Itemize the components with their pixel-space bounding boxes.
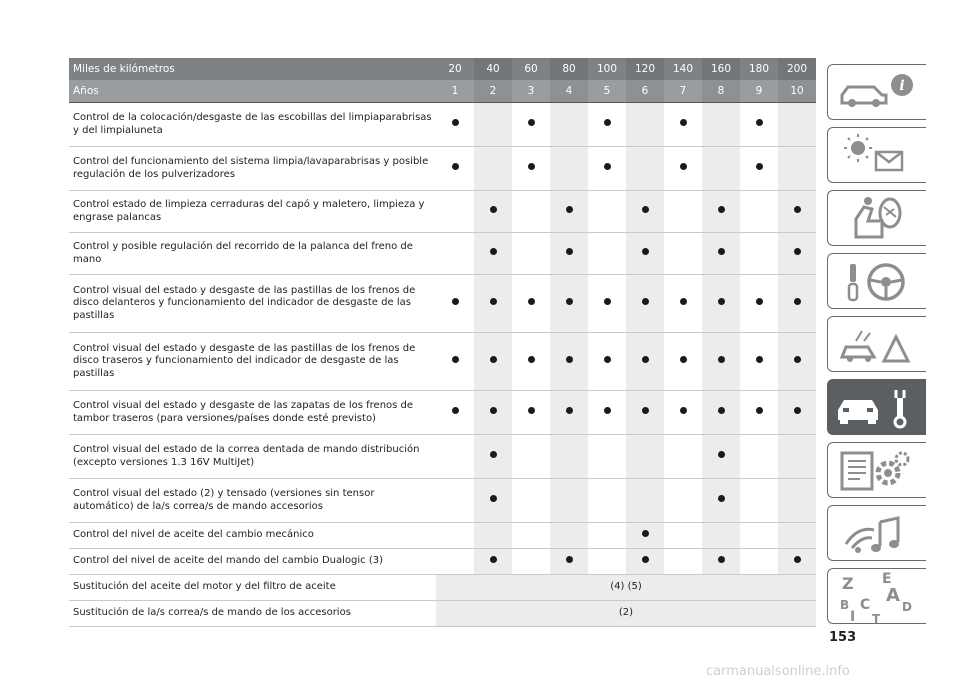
scheduled-dot-icon [718, 298, 725, 305]
schedule-cell [740, 549, 778, 575]
schedule-cell [588, 147, 626, 191]
scheduled-dot-icon [642, 556, 649, 563]
row-description: Control estado de limpieza cerraduras del capó y maletero, limpieza y engrase palancas [69, 191, 436, 233]
row-description: Control del nivel de aceite del mando del cambio Dualogic (3) [69, 549, 436, 575]
scheduled-dot-icon [794, 407, 801, 414]
svg-text:i: i [899, 78, 905, 94]
scheduled-dot-icon [642, 530, 649, 537]
schedule-cell [436, 333, 474, 391]
schedule-cell [474, 549, 512, 575]
schedule-cell [588, 549, 626, 575]
chapter-tab[interactable] [827, 442, 926, 498]
schedule-cell [702, 333, 740, 391]
schedule-cell [512, 391, 550, 435]
table-row [69, 601, 816, 627]
schedule-cell [626, 523, 664, 549]
scheduled-dot-icon [604, 119, 611, 126]
schedule-cell [778, 391, 816, 435]
scheduled-dot-icon [680, 356, 687, 363]
scheduled-dot-icon [566, 248, 573, 255]
scheduled-dot-icon [642, 248, 649, 255]
schedule-cell [740, 479, 778, 523]
scheduled-dot-icon [490, 248, 497, 255]
header-km: 200 [778, 58, 816, 80]
scheduled-dot-icon [452, 163, 459, 170]
schedule-cell [778, 435, 816, 479]
interval-note: (2) [436, 601, 816, 627]
header-year: 2 [474, 80, 512, 103]
schedule-cell [778, 233, 816, 275]
schedule-cell [550, 103, 588, 147]
schedule-cell [664, 549, 702, 575]
scheduled-dot-icon [718, 495, 725, 502]
schedule-cell [588, 479, 626, 523]
schedule-cell [550, 391, 588, 435]
schedule-cell [512, 479, 550, 523]
schedule-cell [436, 549, 474, 575]
row-description: Control del funcionamiento del sistema limpia/lavaparabrisas y posible regulación de los pulverizadores [69, 147, 436, 191]
schedule-body [69, 103, 816, 627]
row-description: Control visual del estado (2) y tensado (versiones sin tensor automático) de la/s correa/s de mando accesorios [69, 479, 436, 523]
row-description: Control y posible regulación del recorrido de la palanca del freno de mano [69, 233, 436, 275]
scheduled-dot-icon [680, 298, 687, 305]
header-year: 9 [740, 80, 778, 103]
header-row-kilometers [69, 58, 816, 80]
scheduled-dot-icon [680, 163, 687, 170]
schedule-cell [550, 479, 588, 523]
chapter-tab[interactable] [827, 568, 926, 624]
scheduled-dot-icon [490, 556, 497, 563]
schedule-cell [664, 435, 702, 479]
schedule-cell [740, 103, 778, 147]
schedule-cell [664, 147, 702, 191]
scheduled-dot-icon [680, 407, 687, 414]
schedule-cell [588, 191, 626, 233]
scheduled-dot-icon [528, 298, 535, 305]
schedule-cell [778, 333, 816, 391]
schedule-cell [626, 275, 664, 333]
row-description: Control de la colocación/desgaste de las escobillas del limpiaparabrisas y del limpialuneta [69, 103, 436, 147]
scheduled-dot-icon [642, 356, 649, 363]
scheduled-dot-icon [490, 356, 497, 363]
scheduled-dot-icon [528, 407, 535, 414]
schedule-cell [664, 191, 702, 233]
schedule-cell [664, 333, 702, 391]
scheduled-dot-icon [528, 163, 535, 170]
schedule-cell [588, 233, 626, 275]
header-label-years: Años [69, 80, 436, 103]
header-year: 1 [436, 80, 474, 103]
header-year: 3 [512, 80, 550, 103]
schedule-cell [664, 103, 702, 147]
index-letter: I [850, 609, 856, 625]
chapter-sidebar [827, 64, 927, 631]
scheduled-dot-icon [490, 298, 497, 305]
scheduled-dot-icon [718, 407, 725, 414]
scheduled-dot-icon [718, 556, 725, 563]
schedule-cell [702, 233, 740, 275]
schedule-cell [664, 275, 702, 333]
scheduled-dot-icon [566, 298, 573, 305]
table-row [69, 549, 816, 575]
chapter-tab[interactable] [827, 253, 926, 309]
table-row [69, 147, 816, 191]
schedule-cell [626, 103, 664, 147]
maintenance-schedule-table [69, 58, 816, 627]
header-label-kilometers: Miles de kilómetros [69, 58, 436, 80]
header-km: 120 [626, 58, 664, 80]
header-year: 6 [626, 80, 664, 103]
schedule-cell [550, 523, 588, 549]
schedule-cell [626, 191, 664, 233]
scheduled-dot-icon [794, 356, 801, 363]
table-row [69, 191, 816, 233]
scheduled-dot-icon [604, 298, 611, 305]
schedule-cell [778, 523, 816, 549]
schedule-cell [664, 391, 702, 435]
scheduled-dot-icon [680, 119, 687, 126]
row-description: Sustitución de la/s correa/s de mando de los accesorios [69, 601, 436, 627]
schedule-cell [702, 275, 740, 333]
schedule-cell [512, 435, 550, 479]
schedule-cell [474, 479, 512, 523]
scheduled-dot-icon [528, 119, 535, 126]
schedule-cell [436, 147, 474, 191]
schedule-cell [436, 523, 474, 549]
chapter-tab[interactable] [827, 505, 926, 561]
scheduled-dot-icon [604, 356, 611, 363]
schedule-cell [588, 391, 626, 435]
scheduled-dot-icon [566, 556, 573, 563]
header-year: 5 [588, 80, 626, 103]
scheduled-dot-icon [794, 298, 801, 305]
schedule-cell [474, 275, 512, 333]
schedule-cell [702, 147, 740, 191]
watermark: carmanualsonline.info [706, 664, 850, 679]
schedule-cell [550, 275, 588, 333]
schedule-cell [512, 523, 550, 549]
schedule-cell [588, 333, 626, 391]
row-description: Control visual del estado y desgaste de las pastillas de los frenos de disco delanteros y funcionamiento del indicador de desgaste de las pastillas [69, 275, 436, 333]
page-number: 153 [829, 630, 857, 645]
header-km: 180 [740, 58, 778, 80]
row-description: Control visual del estado de la correa dentada de mando distribución (excepto versiones 1.3 16V MultiJet) [69, 435, 436, 479]
scheduled-dot-icon [756, 119, 763, 126]
header-year: 4 [550, 80, 588, 103]
table-row [69, 523, 816, 549]
schedule-cell [474, 523, 512, 549]
header-km: 40 [474, 58, 512, 80]
scheduled-dot-icon [490, 206, 497, 213]
scheduled-dot-icon [718, 356, 725, 363]
header-km: 20 [436, 58, 474, 80]
chapter-tab[interactable] [827, 379, 926, 435]
schedule-cell [550, 435, 588, 479]
interval-note: (4) (5) [436, 575, 816, 601]
schedule-cell [474, 103, 512, 147]
scheduled-dot-icon [756, 356, 763, 363]
schedule-cell [550, 233, 588, 275]
scheduled-dot-icon [452, 356, 459, 363]
table-row [69, 103, 816, 147]
schedule-cell [436, 191, 474, 233]
scheduled-dot-icon [718, 451, 725, 458]
schedule-cell [436, 391, 474, 435]
chapter-tab[interactable] [827, 64, 926, 120]
schedule-cell [512, 275, 550, 333]
schedule-cell [702, 435, 740, 479]
index-letter: C [860, 597, 871, 613]
schedule-cell [626, 391, 664, 435]
schedule-cell [512, 191, 550, 233]
scheduled-dot-icon [642, 407, 649, 414]
schedule-cell [778, 275, 816, 333]
schedule-cell [778, 549, 816, 575]
scheduled-dot-icon [452, 407, 459, 414]
table-row [69, 479, 816, 523]
schedule-cell [474, 391, 512, 435]
schedule-cell [702, 391, 740, 435]
header-km: 140 [664, 58, 702, 80]
scheduled-dot-icon [756, 163, 763, 170]
row-description: Control del nivel de aceite del cambio mecánico [69, 523, 436, 549]
scheduled-dot-icon [794, 556, 801, 563]
chapter-tab[interactable] [827, 127, 926, 183]
schedule-cell [740, 147, 778, 191]
schedule-cell [626, 333, 664, 391]
schedule-cell [702, 191, 740, 233]
index-letter: B [840, 598, 850, 612]
index-letter: T [872, 612, 881, 625]
header-year: 7 [664, 80, 702, 103]
header-km: 60 [512, 58, 550, 80]
scheduled-dot-icon [452, 119, 459, 126]
schedule-cell [588, 523, 626, 549]
scheduled-dot-icon [794, 206, 801, 213]
schedule-cell [512, 333, 550, 391]
scheduled-dot-icon [756, 298, 763, 305]
table-row [69, 233, 816, 275]
chapter-tab[interactable] [827, 190, 926, 246]
scheduled-dot-icon [490, 451, 497, 458]
table-row [69, 333, 816, 391]
scheduled-dot-icon [604, 407, 611, 414]
schedule-cell [740, 523, 778, 549]
header-year: 10 [778, 80, 816, 103]
table-row [69, 435, 816, 479]
scheduled-dot-icon [490, 495, 497, 502]
schedule-cell [474, 233, 512, 275]
schedule-cell [474, 191, 512, 233]
schedule-cell [550, 191, 588, 233]
schedule-cell [474, 147, 512, 191]
table-row [69, 275, 816, 333]
index-letter: D [902, 600, 912, 614]
header-km: 100 [588, 58, 626, 80]
schedule-cell [702, 103, 740, 147]
table-row [69, 575, 816, 601]
scheduled-dot-icon [566, 206, 573, 213]
schedule-cell [740, 333, 778, 391]
schedule-cell [778, 479, 816, 523]
schedule-cell [550, 147, 588, 191]
scheduled-dot-icon [756, 407, 763, 414]
schedule-cell [588, 275, 626, 333]
schedule-cell [588, 103, 626, 147]
schedule-cell [740, 275, 778, 333]
schedule-cell [626, 233, 664, 275]
schedule-cell [702, 479, 740, 523]
table-row [69, 391, 816, 435]
schedule-cell [702, 523, 740, 549]
scheduled-dot-icon [794, 248, 801, 255]
schedule-cell [474, 333, 512, 391]
scheduled-dot-icon [566, 356, 573, 363]
schedule-cell [740, 435, 778, 479]
schedule-cell [626, 549, 664, 575]
index-letter: A [886, 585, 900, 606]
header-km: 160 [702, 58, 740, 80]
scheduled-dot-icon [566, 407, 573, 414]
schedule-cell [740, 191, 778, 233]
schedule-cell [664, 523, 702, 549]
scheduled-dot-icon [528, 356, 535, 363]
header-year: 8 [702, 80, 740, 103]
schedule-cell [550, 549, 588, 575]
schedule-cell [512, 549, 550, 575]
schedule-cell [436, 435, 474, 479]
scheduled-dot-icon [452, 298, 459, 305]
schedule-cell [474, 435, 512, 479]
row-description: Sustitución del aceite del motor y del filtro de aceite [69, 575, 436, 601]
header-row-years [69, 80, 816, 103]
scheduled-dot-icon [718, 206, 725, 213]
header-km: 80 [550, 58, 588, 80]
row-description: Control visual del estado y desgaste de las pastillas de los frenos de disco traseros y funcionamiento del indicador de desgaste de las pastillas [69, 333, 436, 391]
scheduled-dot-icon [604, 163, 611, 170]
schedule-cell [512, 103, 550, 147]
schedule-cell [588, 435, 626, 479]
schedule-cell [436, 275, 474, 333]
chapter-tab[interactable] [827, 316, 926, 372]
schedule-cell [436, 233, 474, 275]
schedule-cell [626, 147, 664, 191]
index-letter: E [882, 571, 892, 587]
row-description: Control visual del estado y desgaste de las zapatas de los frenos de tambor traseros (para versiones/países donde esté previsto) [69, 391, 436, 435]
schedule-cell [778, 147, 816, 191]
schedule-cell [512, 147, 550, 191]
schedule-cell [664, 479, 702, 523]
schedule-cell [550, 333, 588, 391]
scheduled-dot-icon [642, 206, 649, 213]
schedule-cell [436, 479, 474, 523]
schedule-cell [512, 233, 550, 275]
schedule-cell [740, 233, 778, 275]
schedule-cell [626, 479, 664, 523]
index-letter: Z [842, 574, 854, 593]
scheduled-dot-icon [490, 407, 497, 414]
schedule-cell [702, 549, 740, 575]
schedule-cell [778, 103, 816, 147]
schedule-cell [778, 191, 816, 233]
scheduled-dot-icon [642, 298, 649, 305]
schedule-cell [664, 233, 702, 275]
schedule-cell [436, 103, 474, 147]
schedule-cell [740, 391, 778, 435]
schedule-cell [626, 435, 664, 479]
scheduled-dot-icon [718, 248, 725, 255]
